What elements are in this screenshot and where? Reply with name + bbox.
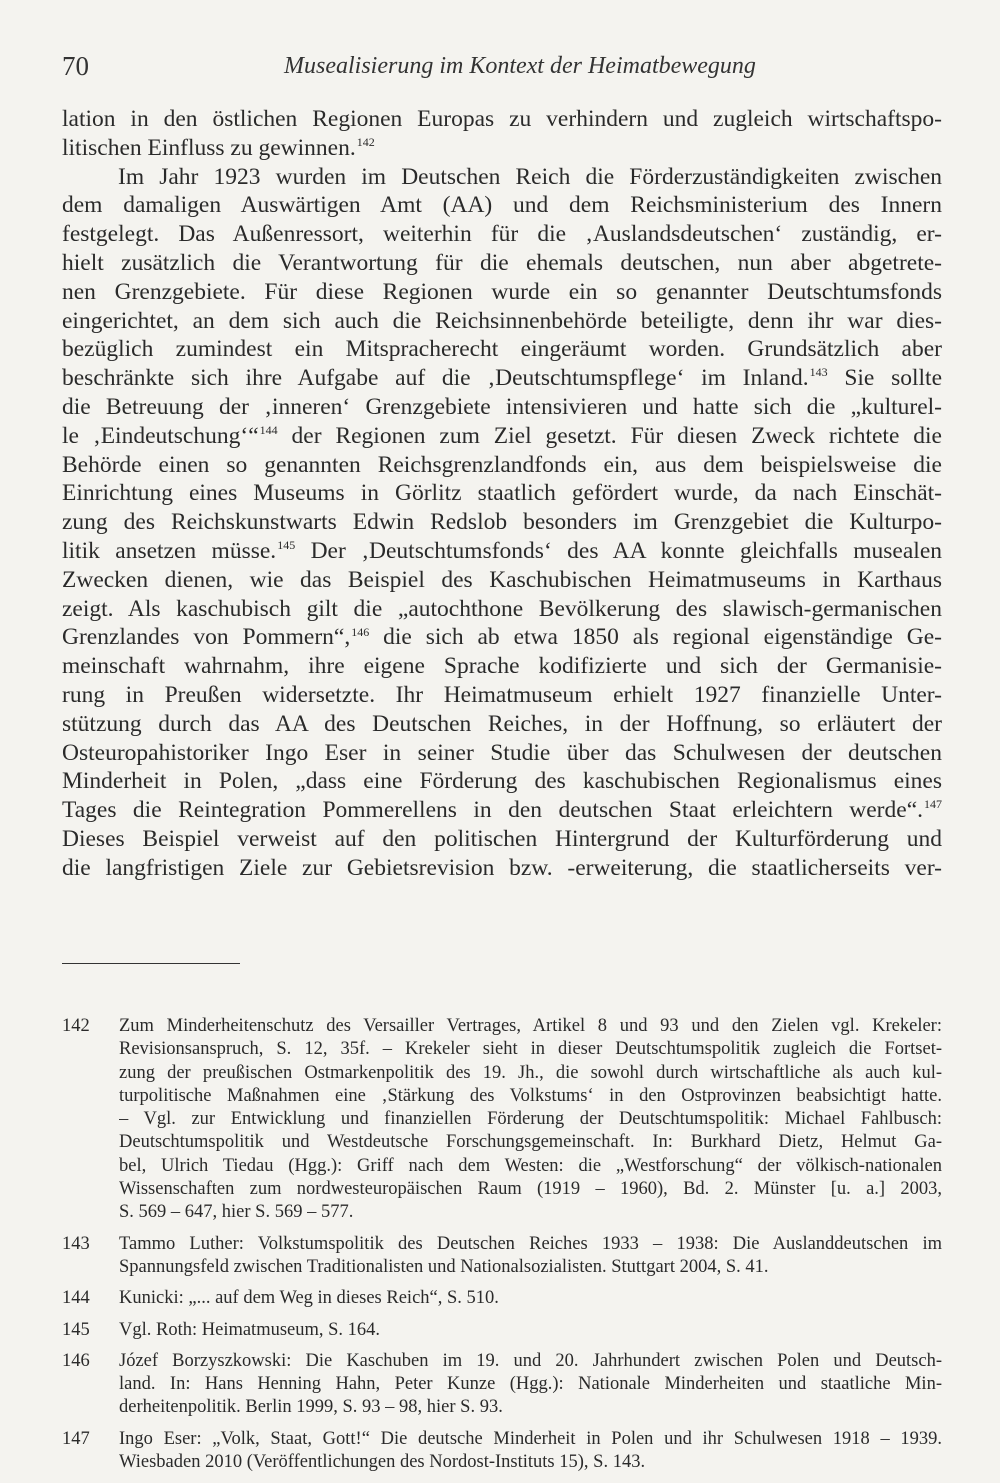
footnote-number: 145 [62, 1319, 90, 1340]
body-line [62, 767, 942, 796]
body-line [62, 508, 942, 537]
body-line-text: Osteuropahistoriker Ingo Eser in seiner Studie über das Schulwesen der deutschen [62, 739, 942, 766]
body-line-text: zeigt. Als kaschubisch gilt die „autochthone Bevölkerung des slawisch-germanischen [62, 595, 942, 622]
body-line-text: Zwecken dienen, wie das Beispiel des Kaschubischen Heimatmuseums in Karthaus [62, 566, 942, 593]
footnote-line: bel, Ulrich Tiedau (Hgg.): Griff nach dem Westen: die „Westforschung“ der völkisch-nationalen [119, 1155, 942, 1176]
footnote-reference[interactable]: 143 [809, 365, 828, 380]
body-line [62, 739, 942, 768]
footnote-line: Deutschtumspolitik und Westdeutsche Forschungsgemeinschaft. In: Burkhard Dietz, Helmut Ga- [119, 1132, 942, 1153]
body-line-text: die langfristigen Ziele zur Gebietsrevision bzw. -erweiterung, die staatlicherseits ver- [62, 854, 942, 881]
footnote-number: 146 [62, 1350, 90, 1371]
footnote-line: derheitenpolitik. Berlin 1999, S. 93 – 98, hier S. 93. [119, 1397, 503, 1418]
footnote-line: zung der preußischen Ostmarkenpolitik des 19. Jh., die sowohl durch wirtschaftliche als auch kul- [119, 1062, 942, 1083]
body-line [62, 595, 942, 624]
body-line-text: nen Grenzgebiete. Für diese Regionen wurde ein so genannter Deutschtumsfonds [62, 278, 942, 305]
body-line-text: Dieses Beispiel verweist auf den politischen Hintergrund der Kulturförderung und [62, 825, 942, 852]
footnote-line: Tammo Luther: Volkstumspolitik des Deutschen Reiches 1933 – 1938: Die Auslanddeutschen im [119, 1233, 942, 1254]
body-line-text: litischen Einfluss zu gewinnen. [62, 134, 356, 161]
footnote-line: Spannungsfeld zwischen Traditionalisten und Nationalsozialisten. Stuttgart 2004, S. 41. [119, 1256, 769, 1277]
body-line [62, 566, 942, 595]
body-line-text-continued: die sich ab etwa 1850 als regional eigenständige Ge- [369, 624, 942, 651]
footnote-number: 142 [62, 1016, 90, 1036]
running-head [62, 46, 942, 86]
body-line [62, 710, 942, 739]
body-line-text: Minderheit in Polen, „dass eine Förderung des kaschubischen Regionalismus eines [62, 768, 942, 795]
footnote-line: Kunicki: „... auf dem Weg in dieses Reich“, S. 510. [119, 1288, 499, 1309]
footnote-number: 144 [62, 1288, 90, 1309]
body-line [62, 249, 942, 278]
body-line [62, 307, 942, 336]
body-line [62, 105, 942, 134]
footnote-number: 143 [62, 1233, 90, 1254]
footnote-reference[interactable]: 147 [924, 797, 942, 812]
footnote [62, 1319, 942, 1342]
body-line-text: festgelegt. Das Außenressort, weiterhin für die ‚Auslandsdeutschen‘ zuständig, er- [62, 221, 942, 248]
footnote-line: S. 569 – 647, hier S. 569 – 577. [119, 1202, 354, 1223]
running-title: Musealisierung im Kontext der Heimatbewegung [284, 53, 756, 79]
footnote-line: – Vgl. zur Entwicklung und finanziellen Förderung der Deutschtumspolitik: Michael Fahlbusch: [119, 1109, 942, 1130]
footnote-line: Józef Borzyszkowski: Die Kaschuben im 19. und 20. Jahrhundert zwischen Polen und Deutsch- [119, 1350, 942, 1371]
body-line-text-continued: Der ‚Deutschtumsfonds‘ des AA konnte gleichfalls musealen [295, 537, 942, 564]
body-line-text-continued: der Regionen zum Ziel gesetzt. Für diesen Zweck richtete die [277, 422, 942, 449]
body-line [62, 364, 942, 393]
body-line [62, 393, 942, 422]
footnote [62, 1287, 942, 1310]
body-line [62, 451, 942, 480]
body-line-text: rung in Preußen widersetzte. Ihr Heimatmuseum erhielt 1927 finanzielle Unter- [62, 681, 942, 708]
body-line [62, 537, 942, 566]
body-line [62, 681, 942, 710]
body-line [62, 191, 942, 220]
footnote-line: Zum Minderheitenschutz des Versailler Vertrages, Artikel 8 und 93 und den Zielen vgl. Krekeler: [119, 1016, 942, 1036]
body-line-text: le ‚Eindeutschung‘“ [62, 422, 259, 449]
footnote-line: land. In: Hans Henning Hahn, Peter Kunze (Hgg.): Nationale Minderheiten und staatliche Min- [119, 1374, 942, 1395]
body-line-text: beschränkte sich ihre Aufgabe auf die ‚Deutschtumspflege‘ im Inland. [62, 365, 809, 392]
footnote-reference[interactable]: 144 [259, 422, 278, 437]
body-line-text: Im Jahr 1923 wurden im Deutschen Reich die Förderzuständigkeiten zwischen [118, 163, 942, 190]
body-line [62, 479, 942, 508]
footnote-number: 147 [62, 1428, 90, 1449]
body-line [62, 278, 942, 307]
footnote-reference[interactable]: 146 [351, 624, 370, 639]
footnote-reference[interactable]: 142 [356, 134, 375, 149]
body-line-text: stützung durch das AA des Deutschen Reiches, in der Hoffnung, so erläutert der [62, 710, 942, 737]
body-line-text-continued: Sie sollte [827, 365, 942, 392]
body-line-text: Behörde einen so genannten Reichsgrenzlandfonds ein, aus dem beispielsweise die [62, 451, 942, 478]
body-line [62, 163, 942, 192]
body-line [62, 220, 942, 249]
body-line-text: zung des Reichskunstwarts Edwin Redslob besonders im Grenzgebiet die Kulturpo- [62, 509, 942, 536]
footnote [62, 1428, 942, 1475]
body-line [62, 854, 942, 883]
body-line-text: eingerichtet, an dem sich auch die Reichsinnenbehörde beteiligte, denn ihr war dies- [62, 307, 942, 334]
body-line [62, 422, 942, 451]
footnote-line: Wiesbaden 2010 (Veröffentlichungen des Nordost-Instituts 15), S. 143. [119, 1452, 646, 1473]
footnote-line: Vgl. Roth: Heimatmuseum, S. 164. [119, 1319, 381, 1340]
body-line-text: die Betreuung der ‚inneren‘ Grenzgebiete intensivieren und hatte sich die „kulturel- [62, 393, 942, 420]
body-line [62, 652, 942, 681]
body-line-text: Grenzlandes von Pommern“, [62, 624, 351, 651]
body-line-text: Einrichtung eines Museums in Görlitz staatlich gefördert wurde, da nach Einschät- [62, 480, 942, 507]
body-line [62, 134, 942, 163]
body-line-text: meinschaft wahrnahm, ihre eigene Sprache kodifizierte und sich der Germanisie- [62, 653, 942, 680]
footnote [62, 1233, 942, 1280]
footnote-line: Revisionsanspruch, S. 12, 35f. – Krekeler sieht in dieser Deutschtumspolitik zugleich die Fortset- [119, 1039, 942, 1060]
body-line-text: litik ansetzen müsse. [62, 537, 277, 564]
footnote-line: Ingo Eser: „Volk, Staat, Gott!“ Die deutsche Minderheit in Polen und ihr Schulwesen 1918 – 1939. [119, 1428, 942, 1449]
body-line [62, 335, 942, 364]
body-line-text: hielt zusätzlich die Verantwortung für die ehemals deutschen, nun aber abgetrete- [62, 249, 942, 276]
body-line [62, 796, 942, 825]
body-line [62, 623, 942, 652]
body-line-text: dem damaligen Auswärtigen Amt (AA) und dem Reichsministerium des Innern [62, 192, 942, 219]
footnote [62, 1015, 942, 1225]
footnote [62, 1350, 942, 1420]
footnote-reference[interactable]: 145 [277, 538, 296, 553]
body-line-text: bezüglich zumindest ein Mitspracherecht eingeräumt worden. Grundsätzlich aber [62, 336, 942, 363]
footnote-line: Wissenschaften zum nordwesteuropäischen Raum (1919 – 1960), Bd. 2. Münster [u. a.] 2003, [119, 1179, 942, 1200]
footnote-line: turpolitische Maßnahmen eine ‚Stärkung des Volkstums‘ in den Ostprovinzen beabsichtigt hatte. [119, 1085, 942, 1106]
footnote-divider [62, 963, 240, 964]
page-number: 70 [62, 51, 89, 81]
body-text [62, 105, 942, 883]
body-line-text: lation in den östlichen Regionen Europas zu verhindern und zugleich wirtschaftspo- [62, 106, 942, 132]
body-line [62, 825, 942, 854]
body-line-text: Tages die Reintegration Pommerellens in den deutschen Staat erleichtern werde“. [62, 797, 923, 824]
footnotes [62, 1015, 942, 1482]
